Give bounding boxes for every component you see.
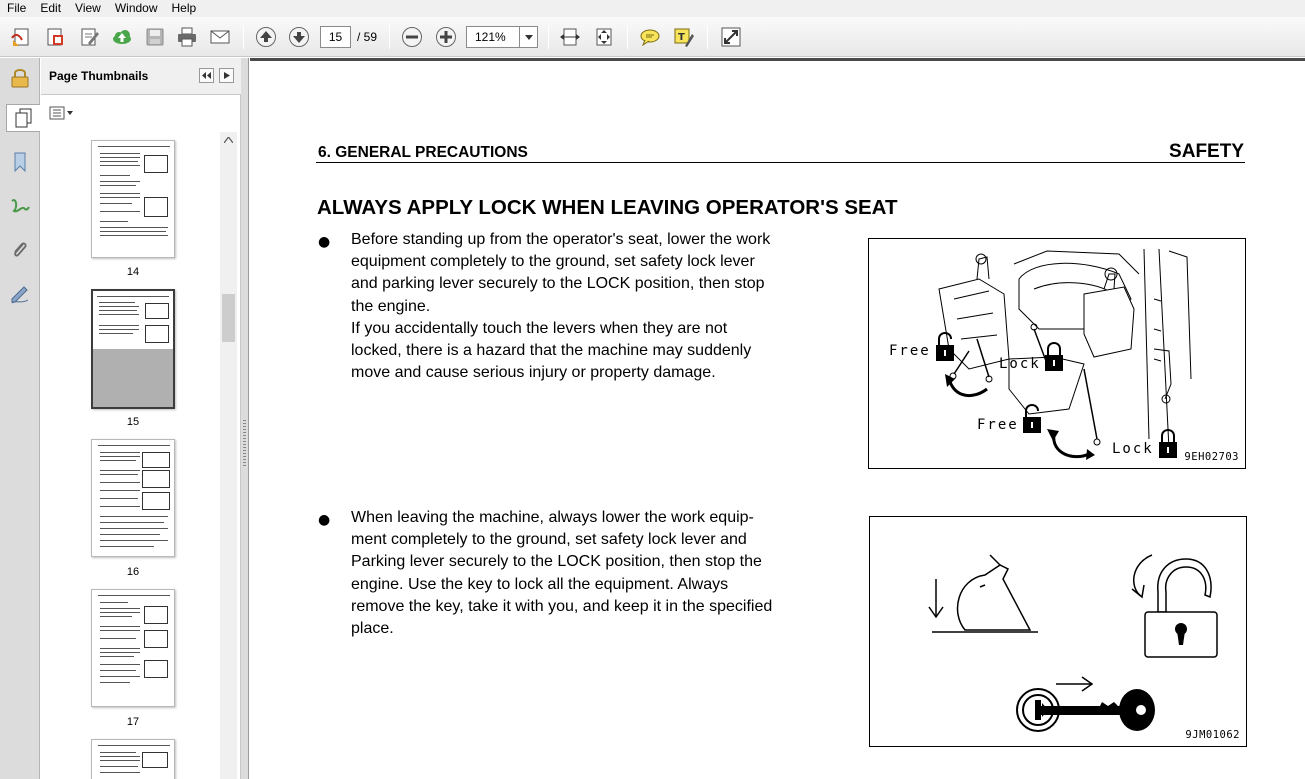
text-line: Parking lever securely to the LOCK position, then stop the [351, 553, 762, 571]
bullet-icon: ● [318, 512, 331, 528]
signatures-icon[interactable] [6, 192, 34, 220]
lock-icon[interactable] [6, 64, 34, 92]
bookmark-icon[interactable] [6, 148, 34, 176]
thumbnail-label: 17 [126, 716, 140, 728]
navigation-rail [0, 58, 40, 779]
page-heading: ALWAYS APPLY LOCK WHEN LEAVING OPERATOR'S SEAT [317, 196, 898, 219]
text-line: engine. Use the key to lock all the equipment. Always [351, 575, 729, 593]
expand-panel-icon[interactable] [219, 68, 234, 83]
panel-title: Page Thumbnails [49, 69, 149, 83]
header-rule [316, 162, 1245, 163]
zoom-level-value: 121% [475, 30, 506, 44]
menu-bar [0, 0, 1305, 17]
splitter-grip-icon[interactable] [243, 420, 246, 468]
lock-label: Lock [1112, 441, 1154, 457]
text-line: If you accidentally touch the levers when they are not [351, 319, 728, 337]
collapse-panel-icon[interactable] [199, 68, 214, 83]
thumbnail-list [41, 132, 221, 779]
bullet-paragraph-2 [351, 507, 831, 640]
text-line: Before standing up from the operator's seat, lower the work [351, 231, 771, 248]
lock-label: Lock [999, 356, 1041, 372]
thumbnail-scrollbar[interactable] [220, 132, 237, 779]
fit-page-icon[interactable] [592, 25, 616, 49]
menu-help[interactable]: Help [171, 1, 197, 15]
text-line: and parking lever securely to the LOCK position, then stop [351, 275, 765, 293]
sign-pen-icon[interactable] [6, 280, 34, 308]
menu-file[interactable]: File [7, 1, 27, 15]
email-icon[interactable] [208, 25, 232, 49]
page-count: / 59 [357, 30, 378, 44]
toolbar [0, 17, 1305, 57]
zoom-in-icon[interactable] [434, 25, 458, 49]
comment-icon[interactable] [638, 25, 662, 49]
bullet-icon: ● [318, 234, 331, 250]
free-label: Free [889, 343, 931, 359]
zoom-out-icon[interactable] [400, 25, 424, 49]
thumbnail-options-button[interactable] [49, 104, 77, 122]
print-icon[interactable] [175, 25, 199, 49]
text-line: locked, there is a hazard that the machine may suddenly [351, 342, 752, 360]
zoom-level-select[interactable] [466, 26, 538, 48]
thumbnail-label: 14 [126, 266, 140, 278]
thumbnail-page-16[interactable] [91, 439, 175, 557]
thumbnail-label: 15 [126, 416, 140, 428]
chevron-down-icon[interactable] [519, 27, 537, 47]
previous-page-icon[interactable] [254, 25, 278, 49]
fit-width-icon[interactable] [558, 25, 582, 49]
menu-window[interactable]: Window [114, 1, 158, 15]
edit-document-icon[interactable] [77, 25, 101, 49]
thumbnail-page-17[interactable] [91, 589, 175, 707]
scroll-up-icon[interactable] [220, 132, 237, 148]
thumbnail-page-15[interactable] [91, 289, 175, 409]
thumbnail-page-14[interactable] [91, 140, 175, 258]
lever-lock-figure [868, 238, 1246, 469]
figure-code: 9JM01062 [1185, 729, 1240, 741]
save-icon[interactable] [143, 25, 167, 49]
page-thumbnails-icon[interactable] [6, 104, 40, 132]
menu-view[interactable]: View [75, 1, 101, 15]
combine-pdf-icon[interactable] [43, 25, 67, 49]
create-icon[interactable] [9, 25, 33, 49]
text-line: ment completely to the ground, set safety lock lever and [351, 531, 747, 549]
page-number-input[interactable]: 15 [320, 26, 351, 48]
page-thumbnails-panel [41, 58, 241, 779]
text-line: place. [351, 620, 394, 638]
panel-splitter[interactable] [241, 58, 249, 779]
text-line: the engine. [351, 297, 431, 315]
menu-edit[interactable]: Edit [40, 1, 62, 15]
bullet-paragraph-1 [351, 229, 831, 384]
lower-bucket-lock-key-illustration [870, 517, 1246, 746]
figure-code: 9EH02703 [1184, 451, 1239, 463]
full-screen-icon[interactable] [719, 25, 743, 49]
text-line: equipment completely to the ground, set safety lock lever [351, 253, 755, 271]
panel-header [41, 58, 241, 95]
upload-cloud-icon[interactable] [110, 25, 134, 49]
text-line: When leaving the machine, always lower the work equip- [351, 509, 754, 526]
svg-text:T: T [678, 32, 685, 43]
attachment-icon[interactable] [6, 236, 34, 264]
lock-and-key-figure [869, 516, 1247, 747]
section-tag: SAFETY [1169, 141, 1244, 162]
scrollbar-thumb[interactable] [222, 294, 235, 342]
thumbnail-page-18[interactable] [91, 739, 175, 779]
text-line: move and cause serious injury or property damage. [351, 364, 716, 382]
page-top-edge [250, 58, 1305, 61]
document-view [250, 58, 1305, 779]
thumbnail-label: 16 [126, 566, 140, 578]
section-header: 6. GENERAL PRECAUTIONS [318, 144, 528, 161]
next-page-icon[interactable] [287, 25, 311, 49]
highlight-icon[interactable] [671, 25, 695, 49]
text-line: remove the key, take it with you, and keep it in the specified [351, 597, 773, 615]
free-label: Free [977, 417, 1019, 433]
